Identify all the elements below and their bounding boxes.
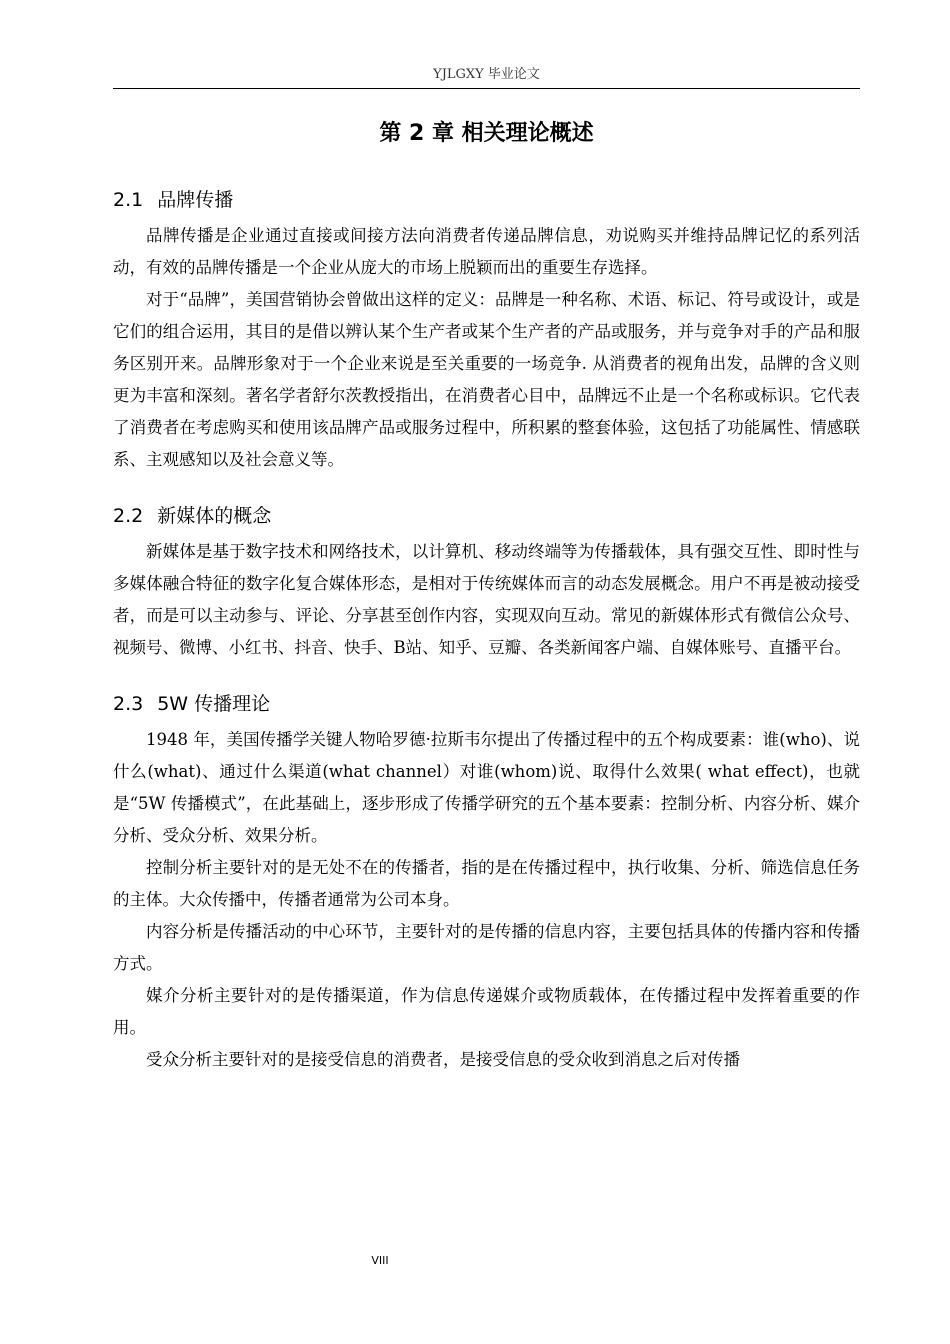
- paragraph: 对于“品牌”，美国营销协会曾做出这样的定义：品牌是一种名称、术语、标记、符号或设计，或是它们的组合运用，其目的是借以辨认某个生产者或某个生产者的产品或服务，并与竞争对手的产品和服务区别开来。品牌形象对于一个企业来说是至关重要的一场竞争. 从消费者的视角出发，品牌的含义则更为丰富和深刻。著名学者舒尔茨教授指出，在消费者心目中，品牌远不止是一个名称或标识。它代表了消费者在考虑购买和使用该品牌产品或服务过程中，所积累的整套体验，这包括了功能属性、情感联系、主观感知以及社会意义等。: [113, 290, 860, 469]
- section-2-1: [113, 186, 860, 476]
- section-number: 2.3: [113, 693, 144, 715]
- section-heading: [113, 186, 860, 214]
- paragraph: 1948 年，美国传播学关键人物哈罗德·拉斯韦尔提出了传播过程中的五个构成要素：谁(who)、说什么(what)、通过什么渠道(what channel）对谁(whom)说、取得什么效果( what effect)，也就是“5W 传播模式”，在此基础上，逐步形成了传播学研究的五个基本要素：控制分析、内容分析、媒介分析、受众分析、效果分析。: [113, 730, 860, 845]
- section-title: 新媒体的概念: [157, 505, 272, 527]
- section-title: 品牌传播: [157, 189, 234, 211]
- section-heading: [113, 502, 860, 530]
- paragraph: 新媒体是基于数字技术和网络技术，以计算机、移动终端等为传播载体，具有强交互性、即时性与多媒体融合特征的数字化复合媒体形态，是相对于传统媒体而言的动态发展概念。用户不再是被动接受者，而是可以主动参与、评论、分享甚至创作内容，实现双向互动。常见的新媒体形式有微信公众号、视频号、微博、小红书、抖音、快手、B站、知乎、豆瓣、各类新闻客户端、自媒体账号、直播平台。: [113, 542, 860, 657]
- running-header: [113, 66, 860, 89]
- section-number: 2.1: [113, 189, 144, 211]
- section-title: 5W 传播理论: [157, 693, 271, 715]
- section-2-3: [113, 690, 860, 1076]
- running-title: YJLGXY 毕业论文: [433, 67, 540, 82]
- paragraph: 媒介分析主要针对的是传播渠道，作为信息传递媒介或物质载体，在传播过程中发挥着重要的作用。: [113, 986, 860, 1037]
- chapter-title: 第 2 章 相关理论概述: [379, 121, 594, 146]
- page-number: VIII: [371, 1254, 389, 1267]
- section-heading: [113, 690, 860, 718]
- paragraph: 控制分析主要针对的是无处不在的传播者，指的是在传播过程中，执行收集、分析、筛选信息任务的主体。大众传播中，传播者通常为公司本身。: [113, 858, 860, 909]
- section-2-2: [113, 502, 860, 664]
- paragraph: 品牌传播是企业通过直接或间接方法向消费者传递品牌信息，劝说购买并维持品牌记忆的系列活动，有效的品牌传播是一个企业从庞大的市场上脱颖而出的重要生存选择。: [113, 226, 860, 277]
- paragraph: 受众分析主要针对的是接受信息的消费者，是接受信息的受众收到消息之后对传播: [146, 1050, 740, 1069]
- page-footer: [0, 1254, 760, 1267]
- section-number: 2.2: [113, 505, 144, 527]
- page-body: [113, 118, 860, 1102]
- paragraph: 内容分析是传播活动的中心环节，主要针对的是传播的信息内容，主要包括具体的传播内容和传播方式。: [113, 922, 860, 973]
